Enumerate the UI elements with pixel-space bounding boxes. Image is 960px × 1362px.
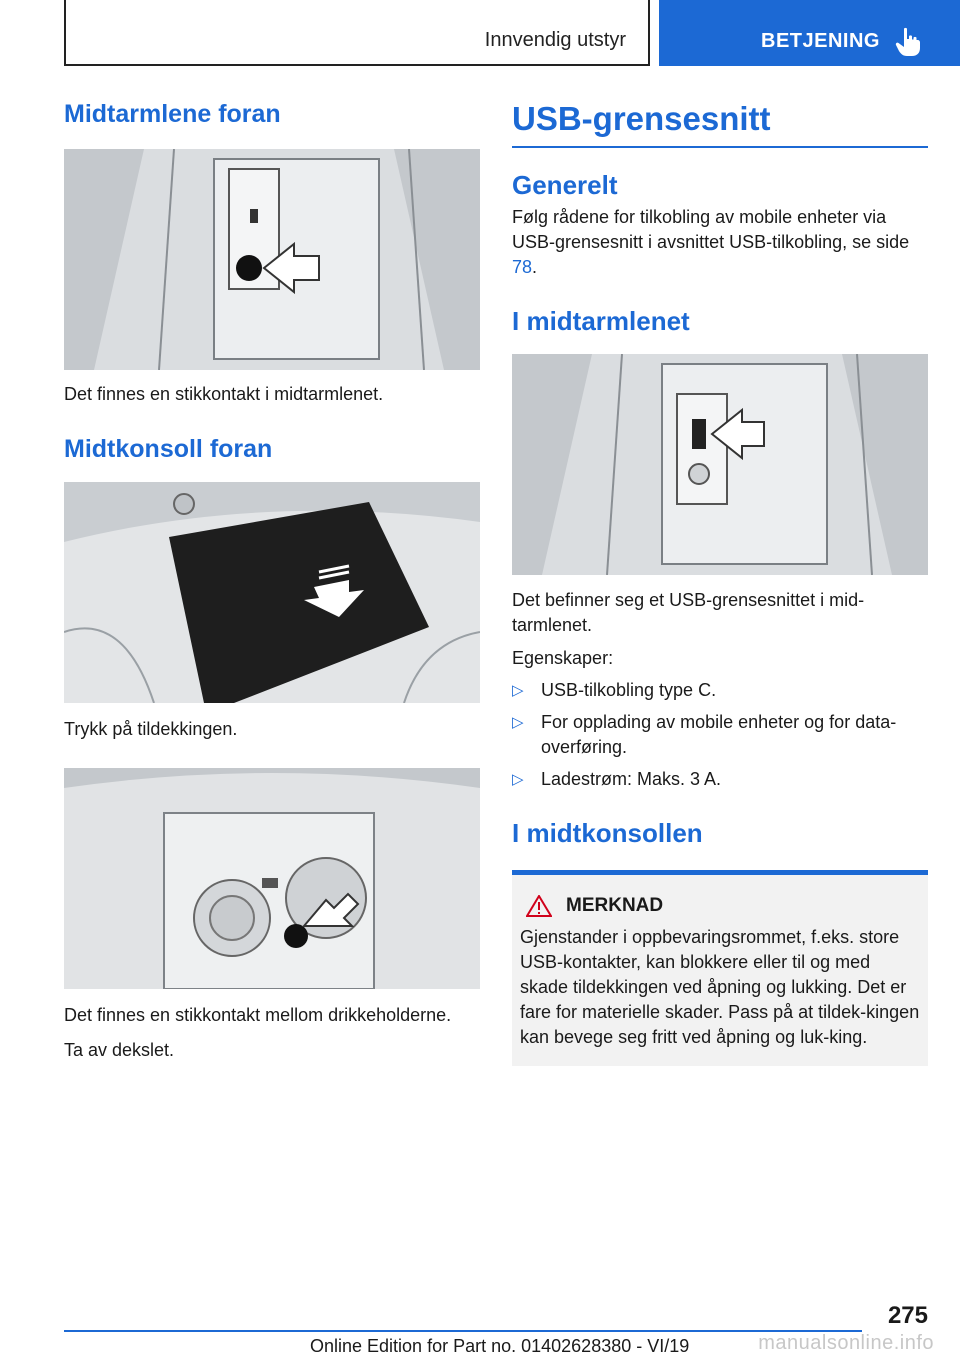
right-column (512, 100, 928, 1066)
heading-in-console: I midtkonsollen (512, 818, 703, 848)
properties-label: Egenskaper: (512, 648, 614, 668)
list-item: ▷ For opplading av mobile enheter og for data-overføring. (512, 712, 897, 757)
caption-remove-cap: Ta av dekslet. (64, 1040, 175, 1060)
triangle-bullet-icon: ▷ (512, 714, 524, 731)
footer-rule (64, 1330, 862, 1332)
pointing-hand-icon (895, 27, 921, 57)
triangle-bullet-icon: ▷ (512, 682, 524, 699)
triangle-bullet-icon: ▷ (512, 771, 524, 788)
notice-title: MERKNAD (566, 895, 664, 916)
list-item: ▷ Ladestrøm: Maks. 3 A. (512, 767, 928, 792)
page-number: 275 (887, 1302, 928, 1329)
photo-console-cover (64, 482, 480, 703)
footer-watermark: manualsonline.info (758, 1332, 934, 1354)
photo-front-armrest (64, 149, 480, 370)
general-paragraph: Følg rådene for tilkobling av mobile enheter via USB-grensesnitt i avsnittet USB-tilkobling, se side 78. (512, 207, 910, 277)
header-chapter-tab (659, 0, 960, 66)
heading-in-armrest: I midtarmlenet (512, 306, 690, 336)
page-link-78[interactable]: 78 (512, 257, 533, 277)
header-section-title: Innvendig utstyr (484, 29, 626, 51)
caption-armrest-socket: Det finnes en stikkontakt i midtarmlenet. (64, 384, 384, 404)
warning-triangle-icon (526, 895, 552, 917)
heading-general: Generelt (512, 170, 618, 200)
footer-edition: Online Edition for Part no. 01402628380 - VI/19 (310, 1336, 690, 1356)
photo-cupholder-socket (64, 768, 480, 989)
caption-press-cover: Trykk på tildekkingen. (64, 719, 238, 739)
notice-text: Gjenstander i oppbevaringsrommet, f.eks. store USB-kontakter, kan blokkere eller til og med skade tildekkingen ved åpning og lukking. Det er fare for materielle skader. Pass på at tildek-kingen kan bevege seg fritt ved åpning og luk-king. (520, 927, 920, 1047)
photo-armrest-usb (512, 354, 928, 575)
heading-rule (512, 146, 928, 148)
notice-header (526, 895, 920, 917)
left-column (64, 100, 480, 1063)
header-chapter-title: BETJENING (761, 30, 880, 52)
heading-front-console: Midtkonsoll foran (64, 435, 273, 463)
properties-list (512, 678, 928, 792)
heading-usb-interface: USB-grensesnitt (512, 100, 771, 137)
armrest-usb-paragraph: Det befinner seg et USB-grensesnittet i mid-tarmlenet. (512, 590, 865, 635)
heading-front-armrest: Midtarmlene foran (64, 100, 281, 128)
notice-box (512, 870, 928, 1066)
list-item: ▷ USB-tilkobling type C. (512, 678, 928, 703)
caption-cupholder-socket: Det finnes en stikkontakt mellom drikkeholderne. (64, 1005, 452, 1025)
header-section-box (64, 0, 650, 66)
